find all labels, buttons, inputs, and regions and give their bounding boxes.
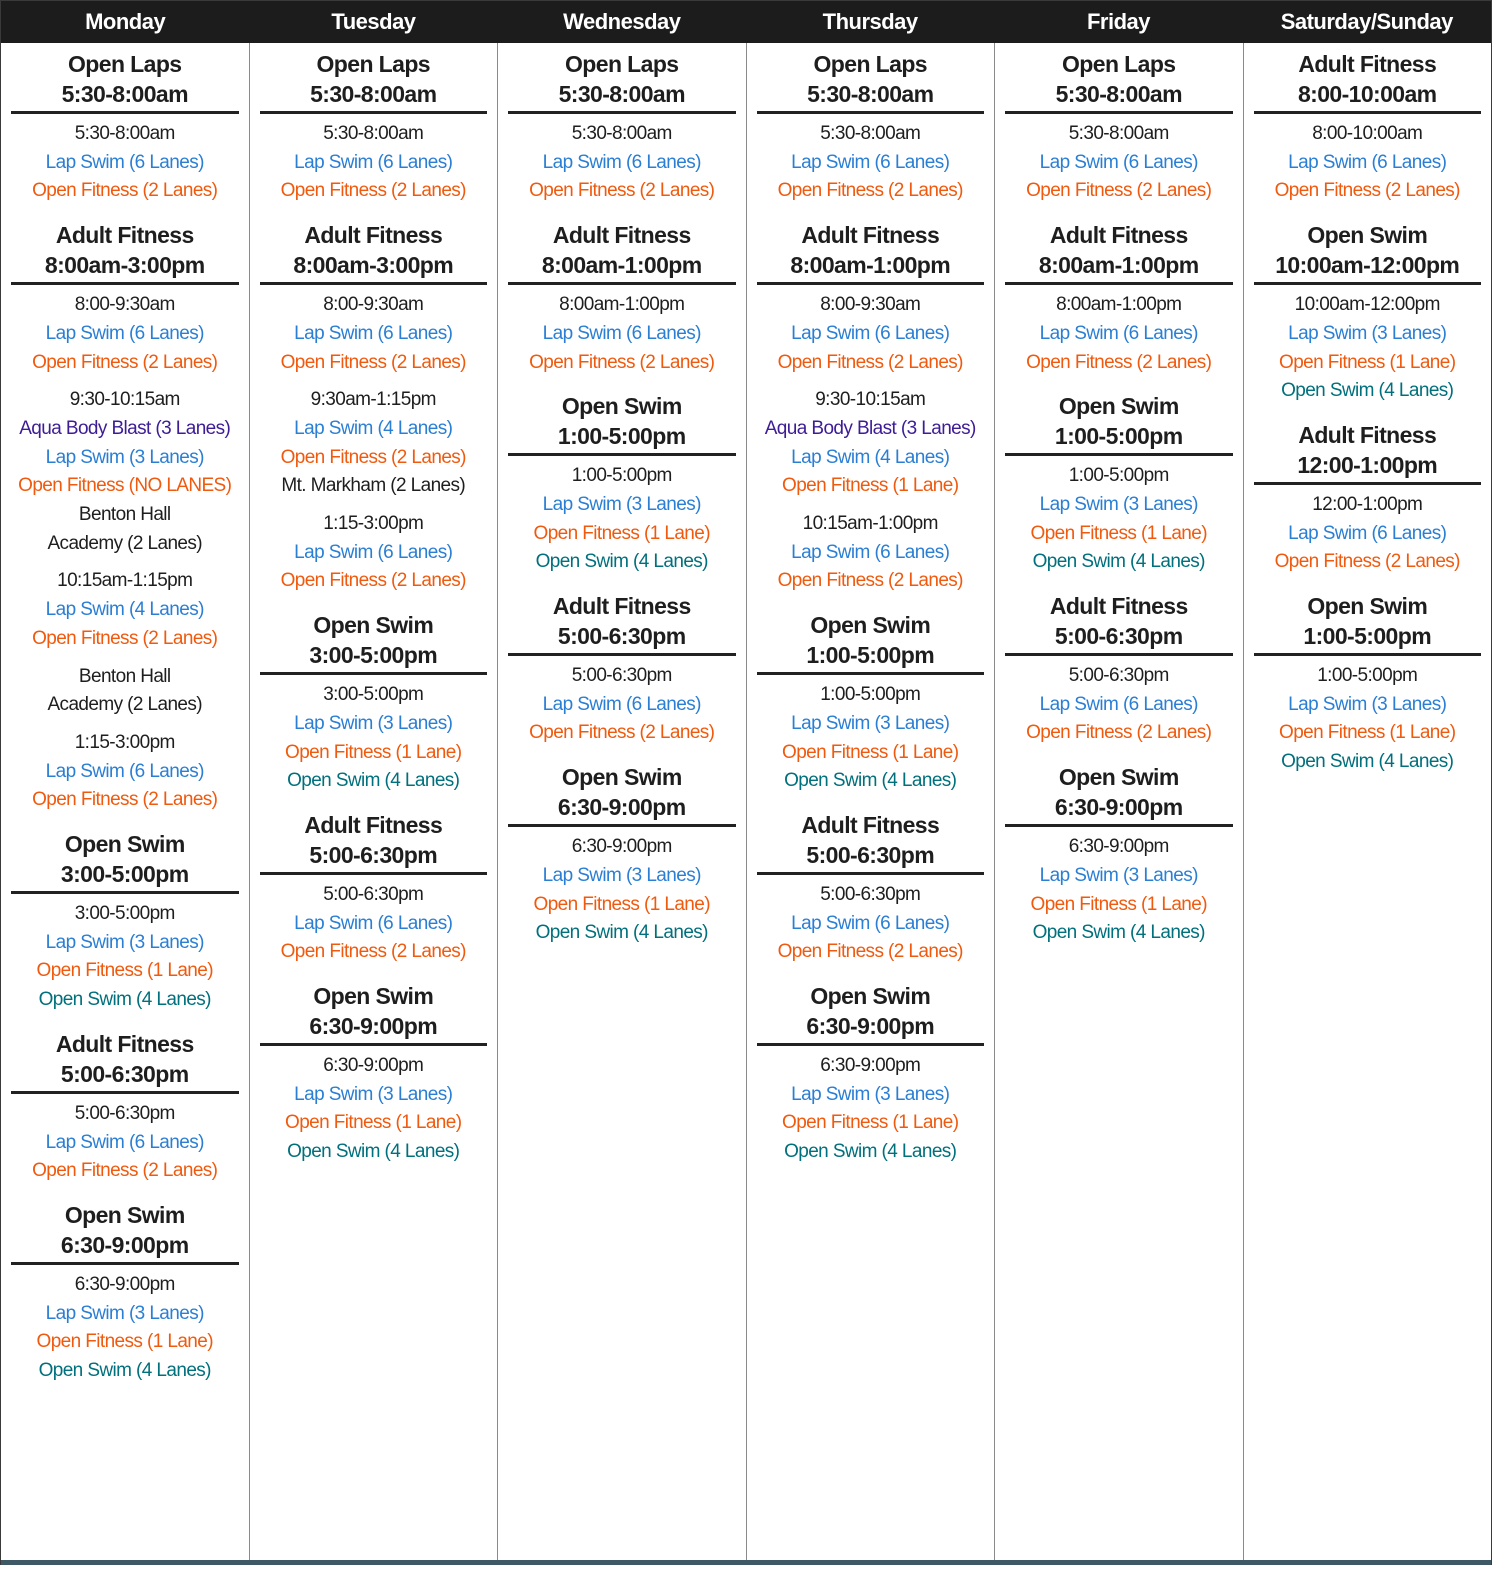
time-slot: 5:00-6:30pm bbox=[323, 883, 424, 905]
day-column-tuesday bbox=[250, 43, 499, 1564]
session-title bbox=[1005, 591, 1233, 656]
session-name: Adult Fitness bbox=[55, 1030, 194, 1057]
session-name: Open Swim bbox=[1307, 222, 1428, 249]
lap-swim-lanes: Lap Swim (6 Lanes) bbox=[1039, 151, 1198, 173]
day-column-wednesday bbox=[498, 43, 747, 1564]
session-block bbox=[1254, 49, 1482, 206]
time-slot: 6:30-9:00pm bbox=[1068, 836, 1169, 858]
session-title bbox=[11, 1029, 239, 1094]
time-slot: 8:00-9:30am bbox=[820, 294, 921, 316]
session-name: Adult Fitness bbox=[801, 811, 940, 838]
lap-swim-lanes: Lap Swim (6 Lanes) bbox=[542, 151, 701, 173]
open-fitness-lanes: Open Fitness (1 Lane) bbox=[1030, 522, 1207, 544]
session-name: Open Swim bbox=[64, 831, 185, 858]
lap-swim-lanes: Lap Swim (6 Lanes) bbox=[294, 151, 453, 173]
session-title bbox=[508, 49, 736, 114]
open-fitness-lanes: Open Fitness (2 Lanes) bbox=[777, 941, 963, 963]
session-time-range: 5:00-6:30pm bbox=[557, 623, 686, 650]
reserved-group-lanes: Academy (2 Lanes) bbox=[47, 694, 203, 716]
time-slot-group bbox=[757, 881, 985, 967]
lap-swim-lanes: Lap Swim (6 Lanes) bbox=[791, 912, 950, 934]
lap-swim-lanes: Lap Swim (3 Lanes) bbox=[1288, 693, 1447, 715]
time-slot: 10:00am-12:00pm bbox=[1294, 294, 1440, 316]
time-slot-group bbox=[260, 1052, 488, 1167]
session-block bbox=[1005, 391, 1233, 577]
session-block bbox=[1254, 420, 1482, 577]
open-fitness-lanes: Open Fitness (1 Lane) bbox=[533, 893, 710, 915]
session-time-range: 5:30-8:00am bbox=[310, 81, 437, 107]
session-title bbox=[260, 610, 488, 675]
session-name: Open Swim bbox=[313, 983, 434, 1010]
time-slot: 6:30-9:00pm bbox=[74, 1273, 175, 1295]
session-time-range: 12:00-1:00pm bbox=[1297, 451, 1438, 478]
session-block bbox=[1254, 591, 1482, 777]
day-header-friday: Friday bbox=[1086, 9, 1150, 34]
session-block bbox=[11, 1029, 239, 1186]
time-slot: 9:30-10:15am bbox=[815, 389, 926, 411]
day-header-saturday-sunday: Saturday/Sunday bbox=[1280, 9, 1453, 34]
open-fitness-lanes: Open Fitness (1 Lane) bbox=[782, 741, 959, 763]
session-name: Adult Fitness bbox=[1049, 593, 1188, 620]
session-block bbox=[1005, 49, 1233, 206]
time-slot-group bbox=[508, 462, 736, 577]
reserved-group-lanes: Mt. Markham (2 Lanes) bbox=[281, 475, 466, 497]
open-fitness-lanes: Open Fitness (1 Lane) bbox=[36, 960, 213, 982]
time-slot-group bbox=[11, 1271, 239, 1386]
session-title bbox=[260, 49, 488, 114]
session-name: Open Swim bbox=[810, 612, 931, 639]
time-slot: 9:30-10:15am bbox=[69, 389, 180, 411]
session-name: Open Swim bbox=[1307, 593, 1428, 620]
session-name: Adult Fitness bbox=[552, 593, 691, 620]
open-swim-lanes: Open Swim (4 Lanes) bbox=[1281, 380, 1454, 402]
session-time-range: 5:30-8:00am bbox=[558, 81, 685, 107]
open-swim-lanes: Open Swim (4 Lanes) bbox=[1281, 751, 1454, 773]
session-time-range: 3:00-5:00pm bbox=[309, 642, 438, 669]
session-time-range: 5:00-6:30pm bbox=[309, 841, 438, 868]
time-slot-group bbox=[1005, 462, 1233, 577]
session-block bbox=[757, 49, 985, 206]
session-name: Adult Fitness bbox=[55, 222, 194, 249]
lap-swim-lanes: Lap Swim (4 Lanes) bbox=[791, 446, 950, 468]
time-slot: 6:30-9:00pm bbox=[820, 1055, 921, 1077]
lap-swim-lanes: Lap Swim (6 Lanes) bbox=[542, 322, 701, 344]
lap-swim-lanes: Lap Swim (3 Lanes) bbox=[1288, 322, 1447, 344]
session-time-range: 1:00-5:00pm bbox=[1303, 623, 1432, 650]
lap-swim-lanes: Lap Swim (6 Lanes) bbox=[294, 912, 453, 934]
time-slot: 6:30-9:00pm bbox=[571, 836, 672, 858]
session-title bbox=[1254, 420, 1482, 485]
lap-swim-lanes: Lap Swim (3 Lanes) bbox=[294, 712, 453, 734]
lap-swim-lanes: Lap Swim (3 Lanes) bbox=[791, 1083, 950, 1105]
open-fitness-lanes: Open Fitness (2 Lanes) bbox=[280, 351, 466, 373]
time-slot-group bbox=[260, 881, 488, 967]
lap-swim-lanes: Lap Swim (6 Lanes) bbox=[45, 760, 204, 782]
time-slot-group bbox=[757, 1052, 985, 1167]
lap-swim-lanes: Lap Swim (6 Lanes) bbox=[45, 1131, 204, 1153]
session-title bbox=[508, 591, 736, 656]
time-slot-group bbox=[757, 681, 985, 796]
open-fitness-lanes: Open Fitness (2 Lanes) bbox=[280, 570, 466, 592]
time-slot: 8:00-9:30am bbox=[74, 294, 175, 316]
session-block bbox=[11, 220, 239, 815]
session-block bbox=[260, 981, 488, 1167]
session-time-range: 5:30-8:00am bbox=[1055, 81, 1182, 107]
lap-swim-lanes: Lap Swim (4 Lanes) bbox=[294, 417, 453, 439]
session-block bbox=[757, 981, 985, 1167]
open-fitness-lanes: Open Fitness (2 Lanes) bbox=[32, 789, 218, 811]
open-fitness-lanes: Open Fitness (2 Lanes) bbox=[529, 722, 715, 744]
lap-swim-lanes: Lap Swim (6 Lanes) bbox=[1039, 322, 1198, 344]
session-title bbox=[1005, 391, 1233, 456]
day-header-row bbox=[1, 1, 1491, 43]
session-block bbox=[757, 610, 985, 796]
session-title bbox=[1254, 220, 1482, 285]
day-column-thursday bbox=[747, 43, 996, 1564]
time-slot: 1:00-5:00pm bbox=[1317, 665, 1418, 687]
time-slot-group bbox=[260, 291, 488, 377]
session-name: Adult Fitness bbox=[1298, 421, 1437, 448]
open-fitness-lanes: Open Fitness (2 Lanes) bbox=[529, 351, 715, 373]
session-block bbox=[508, 591, 736, 748]
session-time-range: 5:00-6:30pm bbox=[60, 1060, 189, 1087]
time-slot-group bbox=[757, 386, 985, 501]
aqua-body-blast-lanes: Aqua Body Blast (3 Lanes) bbox=[19, 417, 231, 439]
session-block bbox=[1254, 220, 1482, 406]
session-name: Open Swim bbox=[561, 764, 682, 791]
session-title bbox=[11, 1200, 239, 1265]
time-slot-group bbox=[260, 510, 488, 596]
session-name: Open Swim bbox=[1058, 393, 1179, 420]
lap-swim-lanes: Lap Swim (6 Lanes) bbox=[791, 322, 950, 344]
time-slot-group bbox=[757, 120, 985, 206]
session-title bbox=[508, 391, 736, 456]
open-fitness-lanes: Open Fitness (1 Lane) bbox=[36, 1331, 213, 1353]
time-slot: 1:00-5:00pm bbox=[1068, 465, 1169, 487]
session-block bbox=[260, 610, 488, 796]
open-fitness-lanes: Open Fitness (2 Lanes) bbox=[1026, 180, 1212, 202]
session-name: Open Laps bbox=[813, 51, 927, 77]
open-fitness-lanes: Open Fitness (2 Lanes) bbox=[280, 941, 466, 963]
open-fitness-lanes: Open Fitness (1 Lane) bbox=[1279, 722, 1456, 744]
open-swim-lanes: Open Swim (4 Lanes) bbox=[287, 770, 460, 792]
time-slot-group bbox=[1005, 291, 1233, 377]
session-block bbox=[508, 220, 736, 377]
time-slot: 6:30-9:00pm bbox=[323, 1055, 424, 1077]
session-title bbox=[757, 220, 985, 285]
session-time-range: 8:00am-3:00pm bbox=[44, 252, 205, 279]
lap-swim-lanes: Lap Swim (3 Lanes) bbox=[45, 1302, 204, 1324]
open-fitness-lanes: Open Fitness (1 Lane) bbox=[782, 1112, 959, 1134]
session-block bbox=[508, 762, 736, 948]
session-time-range: 8:00am-1:00pm bbox=[1038, 252, 1199, 279]
day-header-monday: Monday bbox=[85, 9, 166, 34]
session-block bbox=[11, 1200, 239, 1386]
open-fitness-lanes: Open Fitness (1 Lane) bbox=[782, 475, 959, 497]
open-swim-lanes: Open Swim (4 Lanes) bbox=[535, 551, 708, 573]
time-slot-group bbox=[260, 386, 488, 501]
session-time-range: 5:00-6:30pm bbox=[806, 841, 935, 868]
time-slot-group bbox=[757, 510, 985, 596]
session-block bbox=[757, 220, 985, 596]
session-block bbox=[11, 829, 239, 1015]
lap-swim-lanes: Lap Swim (6 Lanes) bbox=[1039, 693, 1198, 715]
session-block bbox=[260, 810, 488, 967]
session-time-range: 8:00am-1:00pm bbox=[541, 252, 702, 279]
lap-swim-lanes: Lap Swim (6 Lanes) bbox=[294, 541, 453, 563]
time-slot: 5:30-8:00am bbox=[1068, 123, 1169, 144]
session-block bbox=[260, 49, 488, 206]
day-columns bbox=[1, 43, 1491, 1564]
session-name: Open Laps bbox=[68, 51, 182, 77]
open-swim-lanes: Open Swim (4 Lanes) bbox=[38, 1360, 211, 1382]
time-slot-group bbox=[508, 120, 736, 206]
time-slot-group bbox=[508, 833, 736, 948]
time-slot-group bbox=[11, 120, 239, 206]
session-name: Open Swim bbox=[810, 983, 931, 1010]
open-fitness-lanes: Open Fitness (2 Lanes) bbox=[280, 180, 466, 202]
open-fitness-lanes: Open Fitness (2 Lanes) bbox=[1026, 351, 1212, 373]
lap-swim-lanes: Lap Swim (6 Lanes) bbox=[1288, 522, 1447, 544]
session-name: Adult Fitness bbox=[1049, 222, 1188, 249]
session-block bbox=[260, 220, 488, 596]
session-title bbox=[757, 49, 985, 114]
time-slot: 3:00-5:00pm bbox=[323, 684, 424, 706]
time-slot: 5:30-8:00am bbox=[571, 123, 672, 144]
session-block bbox=[508, 49, 736, 206]
session-block bbox=[1005, 220, 1233, 377]
session-time-range: 6:30-9:00pm bbox=[309, 1013, 438, 1040]
open-fitness-lanes: Open Fitness (1 Lane) bbox=[1030, 893, 1207, 915]
time-slot: 5:00-6:30pm bbox=[74, 1102, 175, 1124]
session-time-range: 5:00-6:30pm bbox=[1054, 623, 1183, 650]
open-swim-lanes: Open Swim (4 Lanes) bbox=[535, 922, 708, 944]
open-swim-lanes: Open Swim (4 Lanes) bbox=[784, 770, 957, 792]
session-name: Adult Fitness bbox=[801, 222, 940, 249]
time-slot: 5:30-8:00am bbox=[323, 123, 424, 144]
session-time-range: 6:30-9:00pm bbox=[557, 794, 686, 821]
lap-swim-lanes: Lap Swim (3 Lanes) bbox=[294, 1083, 453, 1105]
session-name: Open Swim bbox=[1058, 764, 1179, 791]
session-name: Open Laps bbox=[1062, 51, 1176, 77]
session-time-range: 6:30-9:00pm bbox=[60, 1231, 189, 1258]
session-time-range: 10:00am-12:00pm bbox=[1275, 252, 1460, 279]
session-name: Adult Fitness bbox=[552, 222, 691, 249]
bottom-border-bar bbox=[1, 1560, 1491, 1565]
time-slot: 5:00-6:30pm bbox=[1068, 665, 1169, 687]
time-slot: 5:00-6:30pm bbox=[820, 883, 921, 905]
session-name: Adult Fitness bbox=[1298, 51, 1437, 77]
time-slot: 1:00-5:00pm bbox=[571, 465, 672, 487]
reserved-group-lanes: Benton Hall bbox=[78, 665, 171, 687]
lap-swim-lanes: Lap Swim (4 Lanes) bbox=[45, 599, 204, 621]
lap-swim-lanes: Lap Swim (6 Lanes) bbox=[791, 151, 950, 173]
time-slot: 1:00-5:00pm bbox=[820, 684, 921, 706]
session-title bbox=[508, 762, 736, 827]
open-fitness-lanes: Open Fitness (2 Lanes) bbox=[529, 180, 715, 202]
session-time-range: 8:00am-3:00pm bbox=[293, 252, 454, 279]
open-fitness-lanes: Open Fitness (1 Lane) bbox=[285, 741, 462, 763]
session-time-range: 8:00-10:00am bbox=[1297, 81, 1437, 107]
session-title bbox=[260, 810, 488, 875]
session-name: Open Swim bbox=[64, 1201, 185, 1228]
time-slot: 9:30am-1:15pm bbox=[310, 389, 436, 411]
open-fitness-lanes: Open Fitness (1 Lane) bbox=[1279, 351, 1456, 373]
session-title bbox=[757, 810, 985, 875]
time-slot-group bbox=[11, 291, 239, 377]
reserved-group-lanes: Academy (2 Lanes) bbox=[47, 532, 203, 554]
time-slot-group bbox=[11, 729, 239, 815]
session-time-range: 1:00-5:00pm bbox=[557, 423, 686, 450]
open-swim-lanes: Open Swim (4 Lanes) bbox=[1032, 551, 1205, 573]
open-fitness-lanes: Open Fitness (2 Lanes) bbox=[280, 446, 466, 468]
session-title bbox=[757, 981, 985, 1046]
time-slot: 5:30-8:00am bbox=[74, 123, 175, 144]
day-header-tuesday: Tuesday bbox=[331, 9, 416, 34]
session-time-range: 8:00am-1:00pm bbox=[790, 252, 951, 279]
session-name: Open Swim bbox=[561, 393, 682, 420]
open-fitness-lanes: Open Fitness (2 Lanes) bbox=[1026, 722, 1212, 744]
time-slot: 5:00-6:30pm bbox=[571, 665, 672, 687]
time-slot-group bbox=[1254, 491, 1482, 577]
lap-swim-lanes: Lap Swim (3 Lanes) bbox=[1039, 493, 1198, 515]
session-time-range: 1:00-5:00pm bbox=[1054, 423, 1183, 450]
open-fitness-lanes: Open Fitness (NO LANES) bbox=[18, 475, 232, 497]
open-swim-lanes: Open Swim (4 Lanes) bbox=[1032, 922, 1205, 944]
time-slot: 5:30-8:00am bbox=[820, 123, 921, 144]
lap-swim-lanes: Lap Swim (6 Lanes) bbox=[791, 541, 950, 563]
lap-swim-lanes: Lap Swim (3 Lanes) bbox=[791, 712, 950, 734]
time-slot-group bbox=[11, 1100, 239, 1186]
session-time-range: 5:30-8:00am bbox=[807, 81, 934, 107]
open-fitness-lanes: Open Fitness (2 Lanes) bbox=[777, 351, 963, 373]
session-time-range: 3:00-5:00pm bbox=[60, 861, 189, 888]
session-time-range: 5:30-8:00am bbox=[61, 81, 188, 107]
session-block bbox=[1005, 591, 1233, 748]
time-slot-group bbox=[260, 681, 488, 796]
time-slot-group bbox=[11, 386, 239, 558]
time-slot-group bbox=[260, 120, 488, 206]
session-title bbox=[757, 610, 985, 675]
session-title bbox=[260, 220, 488, 285]
time-slot-group bbox=[1005, 662, 1233, 748]
time-slot-group bbox=[11, 567, 239, 653]
lap-swim-lanes: Lap Swim (6 Lanes) bbox=[45, 151, 204, 173]
session-title bbox=[508, 220, 736, 285]
time-slot-group bbox=[757, 291, 985, 377]
time-slot: 1:15-3:00pm bbox=[74, 731, 175, 753]
session-title bbox=[1005, 762, 1233, 827]
time-slot: 12:00-1:00pm bbox=[1312, 493, 1423, 515]
lap-swim-lanes: Lap Swim (3 Lanes) bbox=[542, 864, 701, 886]
lap-swim-lanes: Lap Swim (3 Lanes) bbox=[45, 931, 204, 953]
time-slot: 3:00-5:00pm bbox=[74, 903, 175, 925]
lap-swim-lanes: Lap Swim (3 Lanes) bbox=[45, 446, 204, 468]
session-title bbox=[11, 829, 239, 894]
session-title bbox=[1254, 49, 1482, 114]
session-name: Adult Fitness bbox=[304, 811, 443, 838]
time-slot: 8:00-10:00am bbox=[1312, 123, 1423, 144]
day-column-friday bbox=[995, 43, 1244, 1564]
time-slot: 8:00am-1:00pm bbox=[1056, 294, 1182, 316]
time-slot-group bbox=[1005, 120, 1233, 206]
session-title bbox=[11, 49, 239, 114]
session-name: Adult Fitness bbox=[304, 222, 443, 249]
session-title bbox=[1005, 49, 1233, 114]
lap-swim-lanes: Lap Swim (3 Lanes) bbox=[1039, 864, 1198, 886]
open-fitness-lanes: Open Fitness (1 Lane) bbox=[533, 522, 710, 544]
time-slot-group bbox=[1005, 833, 1233, 948]
time-slot: 10:15am-1:00pm bbox=[802, 513, 938, 535]
session-block bbox=[11, 49, 239, 206]
day-column-monday bbox=[1, 43, 250, 1564]
time-slot-group bbox=[508, 291, 736, 377]
session-name: Open Laps bbox=[565, 51, 679, 77]
open-swim-lanes: Open Swim (4 Lanes) bbox=[287, 1141, 460, 1163]
time-slot-group bbox=[1254, 120, 1482, 206]
lap-swim-lanes: Lap Swim (6 Lanes) bbox=[294, 322, 453, 344]
open-fitness-lanes: Open Fitness (2 Lanes) bbox=[1274, 180, 1460, 202]
session-name: Open Swim bbox=[313, 612, 434, 639]
time-slot: 1:15-3:00pm bbox=[323, 513, 424, 535]
session-title bbox=[1254, 591, 1482, 656]
session-block bbox=[1005, 762, 1233, 948]
open-fitness-lanes: Open Fitness (2 Lanes) bbox=[777, 570, 963, 592]
open-fitness-lanes: Open Fitness (2 Lanes) bbox=[32, 180, 218, 202]
session-block bbox=[508, 391, 736, 577]
time-slot: 10:15am-1:15pm bbox=[57, 570, 193, 592]
time-slot: 8:00-9:30am bbox=[323, 294, 424, 316]
time-slot-group bbox=[11, 663, 239, 720]
session-name: Open Laps bbox=[316, 51, 430, 77]
time-slot-group bbox=[1254, 291, 1482, 406]
day-header-wednesday: Wednesday bbox=[563, 9, 681, 34]
open-fitness-lanes: Open Fitness (2 Lanes) bbox=[777, 180, 963, 202]
open-fitness-lanes: Open Fitness (2 Lanes) bbox=[32, 1160, 218, 1182]
open-fitness-lanes: Open Fitness (2 Lanes) bbox=[32, 351, 218, 373]
day-column-saturday-sunday bbox=[1244, 43, 1492, 1564]
time-slot: 8:00am-1:00pm bbox=[559, 294, 685, 316]
session-time-range: 6:30-9:00pm bbox=[806, 1013, 935, 1040]
session-block bbox=[757, 810, 985, 967]
reserved-group-lanes: Benton Hall bbox=[78, 504, 171, 526]
session-title bbox=[11, 220, 239, 285]
session-time-range: 1:00-5:00pm bbox=[806, 642, 935, 669]
time-slot-group bbox=[508, 662, 736, 748]
session-title bbox=[1005, 220, 1233, 285]
open-swim-lanes: Open Swim (4 Lanes) bbox=[38, 989, 211, 1011]
open-fitness-lanes: Open Fitness (2 Lanes) bbox=[1274, 551, 1460, 573]
time-slot-group bbox=[1254, 662, 1482, 777]
lap-swim-lanes: Lap Swim (6 Lanes) bbox=[1288, 151, 1447, 173]
day-header-thursday: Thursday bbox=[822, 9, 918, 34]
aqua-body-blast-lanes: Aqua Body Blast (3 Lanes) bbox=[764, 417, 976, 439]
open-fitness-lanes: Open Fitness (1 Lane) bbox=[285, 1112, 462, 1134]
lap-swim-lanes: Lap Swim (6 Lanes) bbox=[542, 693, 701, 715]
lap-swim-lanes: Lap Swim (3 Lanes) bbox=[542, 493, 701, 515]
time-slot-group bbox=[11, 900, 239, 1015]
session-time-range: 6:30-9:00pm bbox=[1054, 794, 1183, 821]
session-title bbox=[260, 981, 488, 1046]
lap-swim-lanes: Lap Swim (6 Lanes) bbox=[45, 322, 204, 344]
open-fitness-lanes: Open Fitness (2 Lanes) bbox=[32, 627, 218, 649]
open-swim-lanes: Open Swim (4 Lanes) bbox=[784, 1141, 957, 1163]
